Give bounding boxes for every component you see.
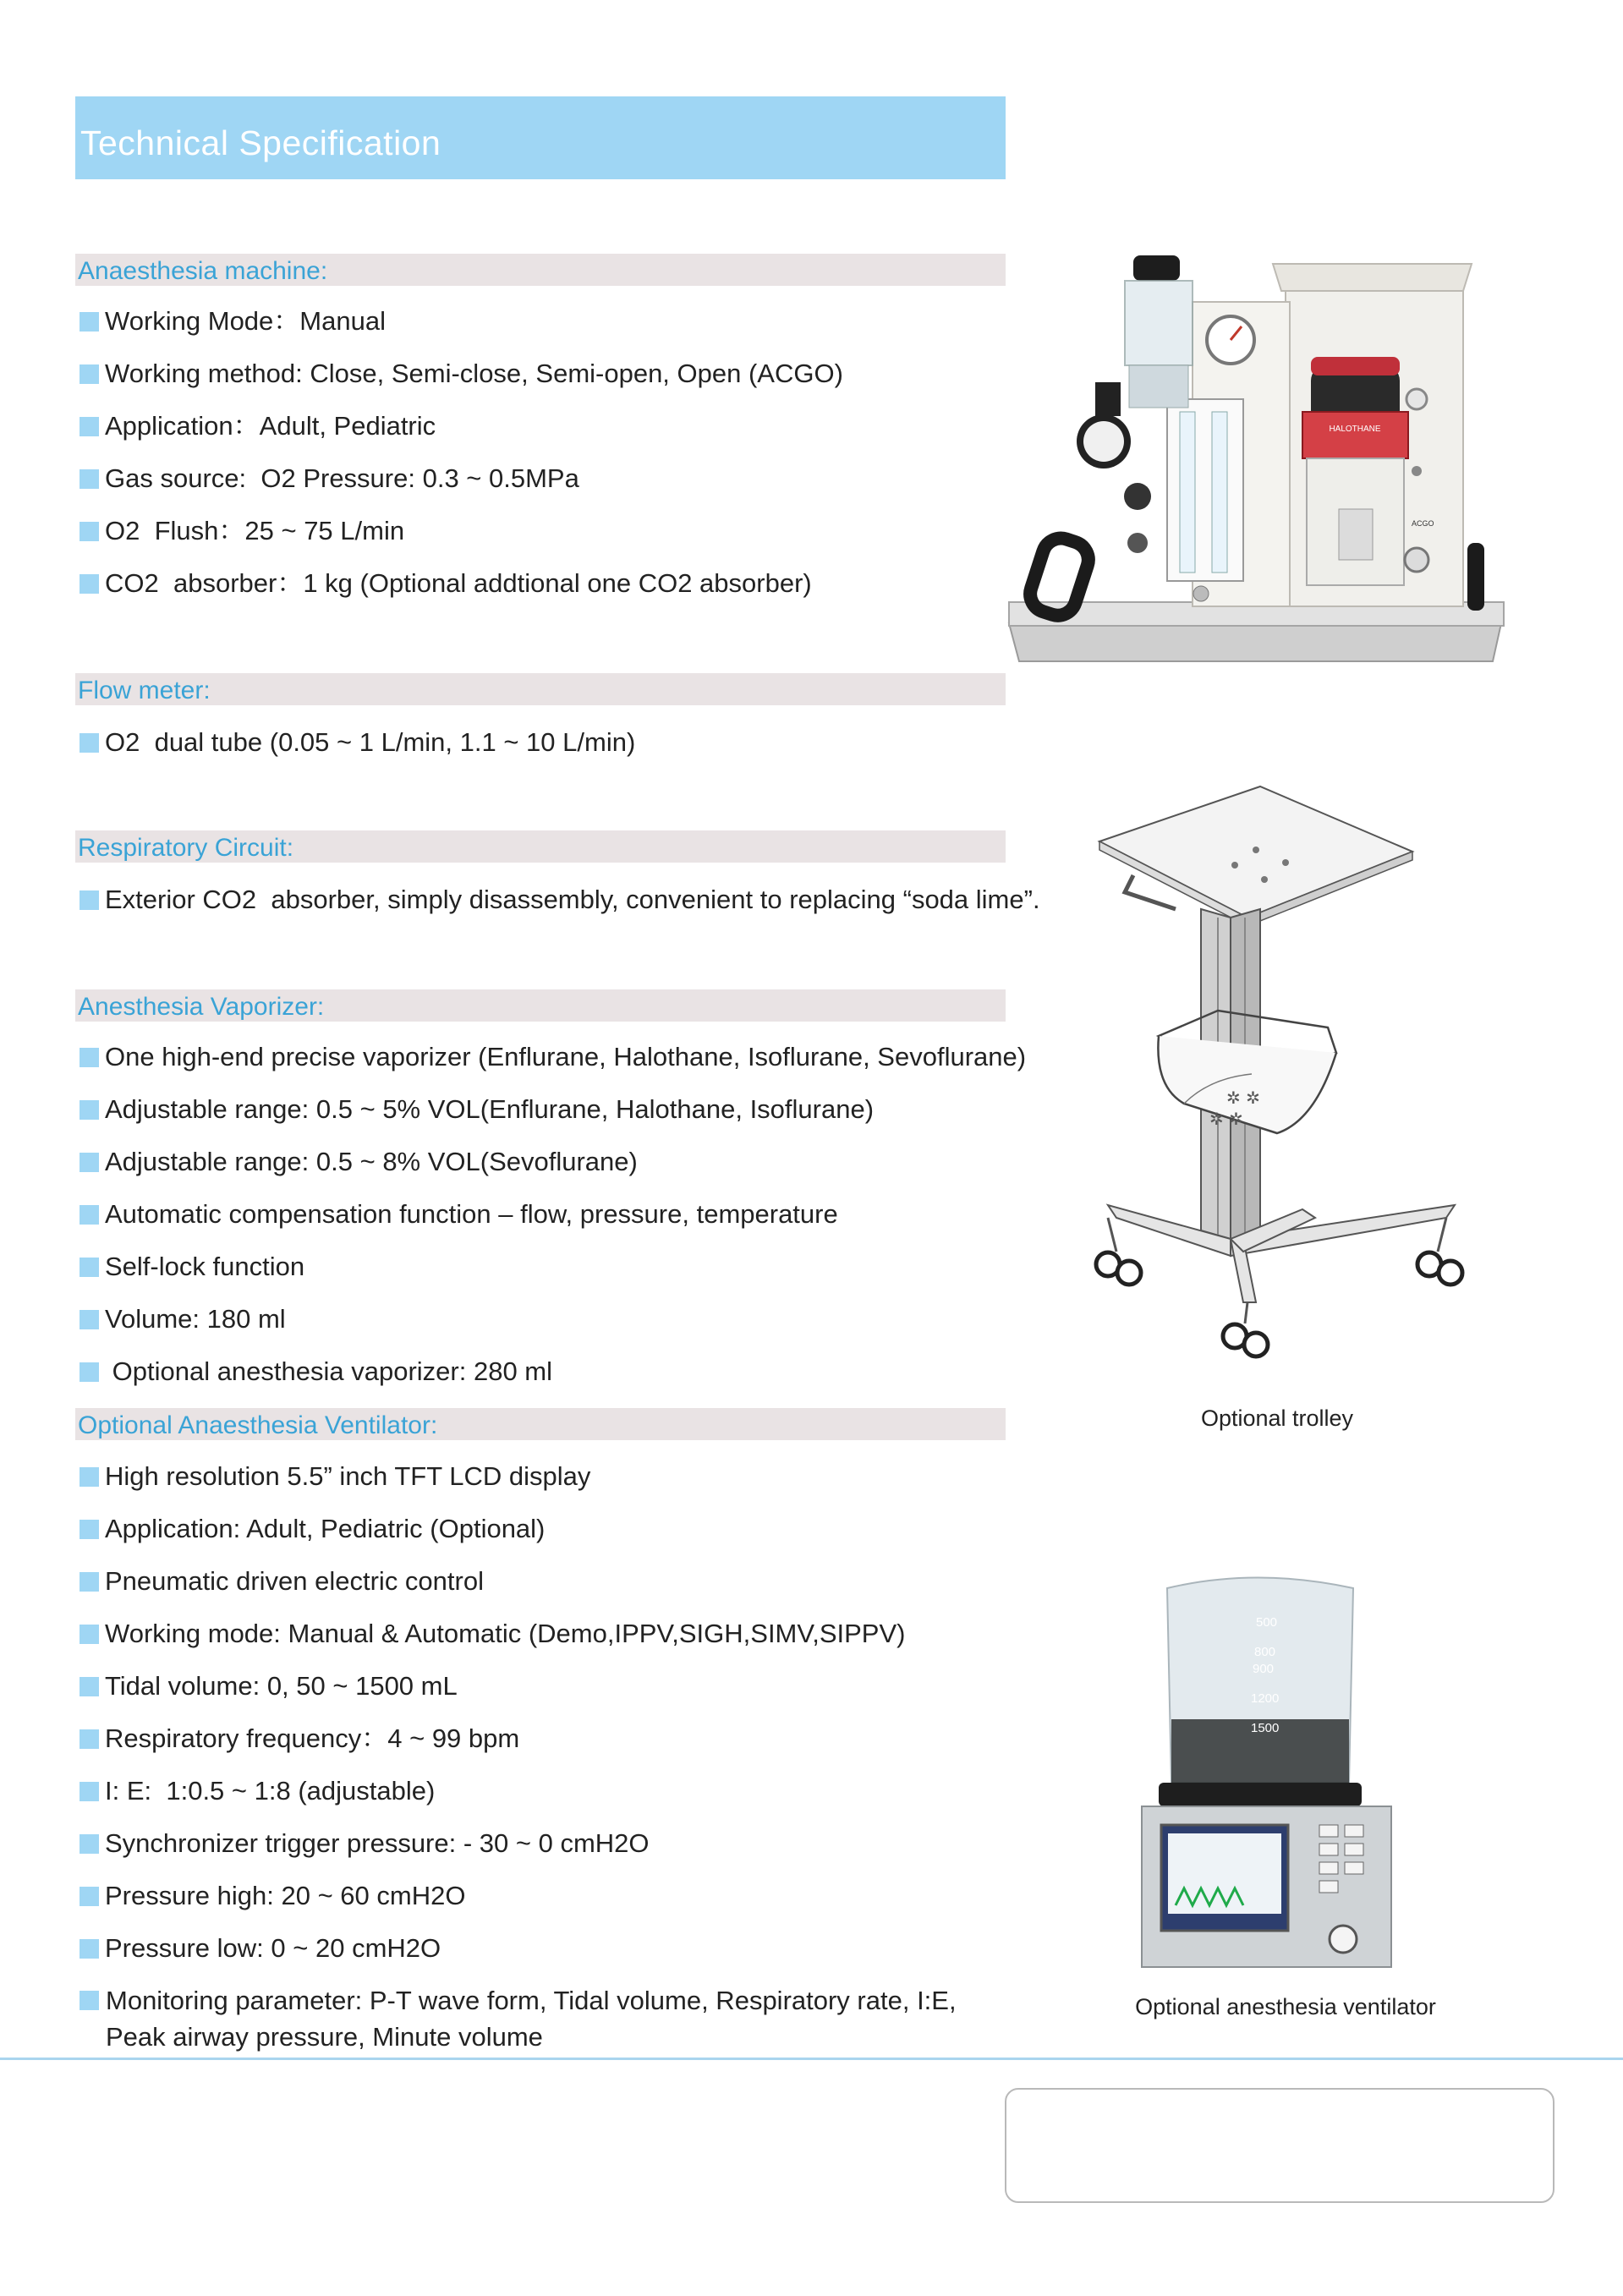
bullet-square-icon xyxy=(80,1205,99,1225)
bullet-square-icon xyxy=(80,1100,99,1120)
list-item: Exterior CO2 absorber, simply disassembly, convenient to replacing “soda lime”. xyxy=(80,881,1027,918)
list-item: O2 Flush：25 ~ 75 L/min xyxy=(80,512,1027,549)
bullet-square-icon xyxy=(80,890,99,910)
scale-label: 1500 xyxy=(1251,1721,1280,1735)
bullet-square-icon xyxy=(80,1729,99,1749)
bullet-square-icon xyxy=(80,1887,99,1906)
ventilator-image xyxy=(1138,1571,1404,1977)
list-item: CO2 absorber：1 kg (Optional addtional one CO2 absorber) xyxy=(80,565,1027,601)
list-item: Adjustable range: 0.5 ~ 5% VOL(Enflurane, Halothane, Isoflurane) xyxy=(80,1091,1027,1127)
list-item: I: E: 1:0.5 ~ 1:8 (adjustable) xyxy=(80,1773,1027,1809)
list-item: Pressure low: 0 ~ 20 cmH2O xyxy=(80,1930,1027,1966)
list-item: Pressure high: 20 ~ 60 cmH2O xyxy=(80,1877,1027,1914)
bullet-square-icon xyxy=(80,1362,99,1382)
bullet-square-icon xyxy=(80,364,99,384)
list-item: Tidal volume: 0, 50 ~ 1500 mL xyxy=(80,1668,1027,1704)
list-item: Application：Adult, Pediatric xyxy=(80,408,1027,444)
section-heading: Respiratory Circuit: xyxy=(78,834,294,862)
ventilator-caption: Optional anesthesia ventilator xyxy=(1135,1994,1436,2019)
section-anaesthesia-machine xyxy=(75,254,1006,286)
list-item: Automatic compensation function – flow, pressure, temperature xyxy=(80,1196,1027,1232)
list-item: Gas source: O2 Pressure: 0.3 ~ 0.5MPa xyxy=(80,460,1027,496)
list-item: Volume: 180 ml xyxy=(80,1301,1027,1337)
svg-text:✲ ✲: ✲ ✲ xyxy=(1226,1088,1260,1108)
scale-label: 800 xyxy=(1254,1645,1276,1659)
section-flow-meter xyxy=(75,673,1006,705)
bullet-square-icon xyxy=(80,417,99,436)
list-item: Working method: Close, Semi-close, Semi-open, Open (ACGO) xyxy=(80,355,1027,392)
bullet-square-icon xyxy=(80,1625,99,1644)
section-heading: Optional Anaesthesia Ventilator: xyxy=(78,1411,438,1439)
bullet-square-icon xyxy=(80,1467,99,1487)
section-optional-ventilator xyxy=(75,1408,1006,1440)
bullet-square-icon xyxy=(80,1991,99,2010)
list-item: Working mode: Manual & Automatic (Demo,IPPV,SIGH,SIMV,SIPPV) xyxy=(80,1615,1027,1652)
footer-divider xyxy=(0,2058,1623,2060)
list-item: Monitoring parameter: P-T wave form, Tidal volume, Respiratory rate, I:E, Peak airway pressure, Minute volume xyxy=(80,1982,1027,2055)
bullet-square-icon xyxy=(80,469,99,489)
bullet-square-icon xyxy=(80,1939,99,1959)
bullet-square-icon xyxy=(80,1572,99,1592)
list-item: Pneumatic driven electric control xyxy=(80,1563,1027,1599)
trolley-image xyxy=(1083,782,1489,1374)
list-item: High resolution 5.5” inch TFT LCD display xyxy=(80,1458,1027,1494)
page-title: Technical Specification xyxy=(80,123,441,162)
bullet-square-icon xyxy=(80,1834,99,1854)
list-item: Synchronizer trigger pressure: - 30 ~ 0 cmH2O xyxy=(80,1825,1027,1861)
footer-box xyxy=(1005,2088,1554,2203)
list-item: Self-lock function xyxy=(80,1248,1027,1285)
title-banner xyxy=(75,96,1006,179)
bullet-square-icon xyxy=(80,522,99,541)
bullet-square-icon xyxy=(80,1310,99,1329)
list-item: O2 dual tube (0.05 ~ 1 L/min, 1.1 ~ 10 L/min) xyxy=(80,724,1027,760)
list-item: Application: Adult, Pediatric (Optional) xyxy=(80,1510,1027,1547)
anaesthesia-machine-image xyxy=(1002,238,1514,670)
bullet-square-icon xyxy=(80,733,99,753)
section-heading: Anaesthesia machine: xyxy=(78,257,328,285)
section-anesthesia-vaporizer xyxy=(75,989,1006,1022)
bullet-square-icon xyxy=(80,1520,99,1539)
bullet-square-icon xyxy=(80,1677,99,1696)
scale-label: 500 xyxy=(1256,1615,1278,1630)
section-heading: Anesthesia Vaporizer: xyxy=(78,993,325,1021)
svg-text:✲ ✲: ✲ ✲ xyxy=(1209,1109,1243,1129)
list-item: Working Mode：Manual xyxy=(80,303,1027,339)
bullet-square-icon xyxy=(80,1258,99,1277)
section-respiratory-circuit xyxy=(75,830,1006,863)
bullet-square-icon xyxy=(80,312,99,332)
scale-label: 1200 xyxy=(1251,1691,1280,1706)
list-item: Optional anesthesia vaporizer: 280 ml xyxy=(80,1353,1027,1389)
bullet-square-icon xyxy=(80,1153,99,1172)
bullet-square-icon xyxy=(80,1782,99,1801)
trolley-caption: Optional trolley xyxy=(1200,1406,1354,1431)
vaporizer-label: HALOTHANE xyxy=(1329,425,1381,434)
bullet-square-icon xyxy=(80,1048,99,1067)
acgo-label: ACGO xyxy=(1412,519,1434,528)
bullet-square-icon xyxy=(80,574,99,594)
list-item: One high-end precise vaporizer (Enflurane, Halothane, Isoflurane, Sevoflurane) xyxy=(80,1038,1027,1075)
section-heading: Flow meter: xyxy=(78,677,211,704)
list-item: Adjustable range: 0.5 ~ 8% VOL(Sevoflurane) xyxy=(80,1143,1027,1180)
list-item: Respiratory frequency：4 ~ 99 bpm xyxy=(80,1720,1027,1756)
scale-label: 900 xyxy=(1253,1662,1275,1676)
